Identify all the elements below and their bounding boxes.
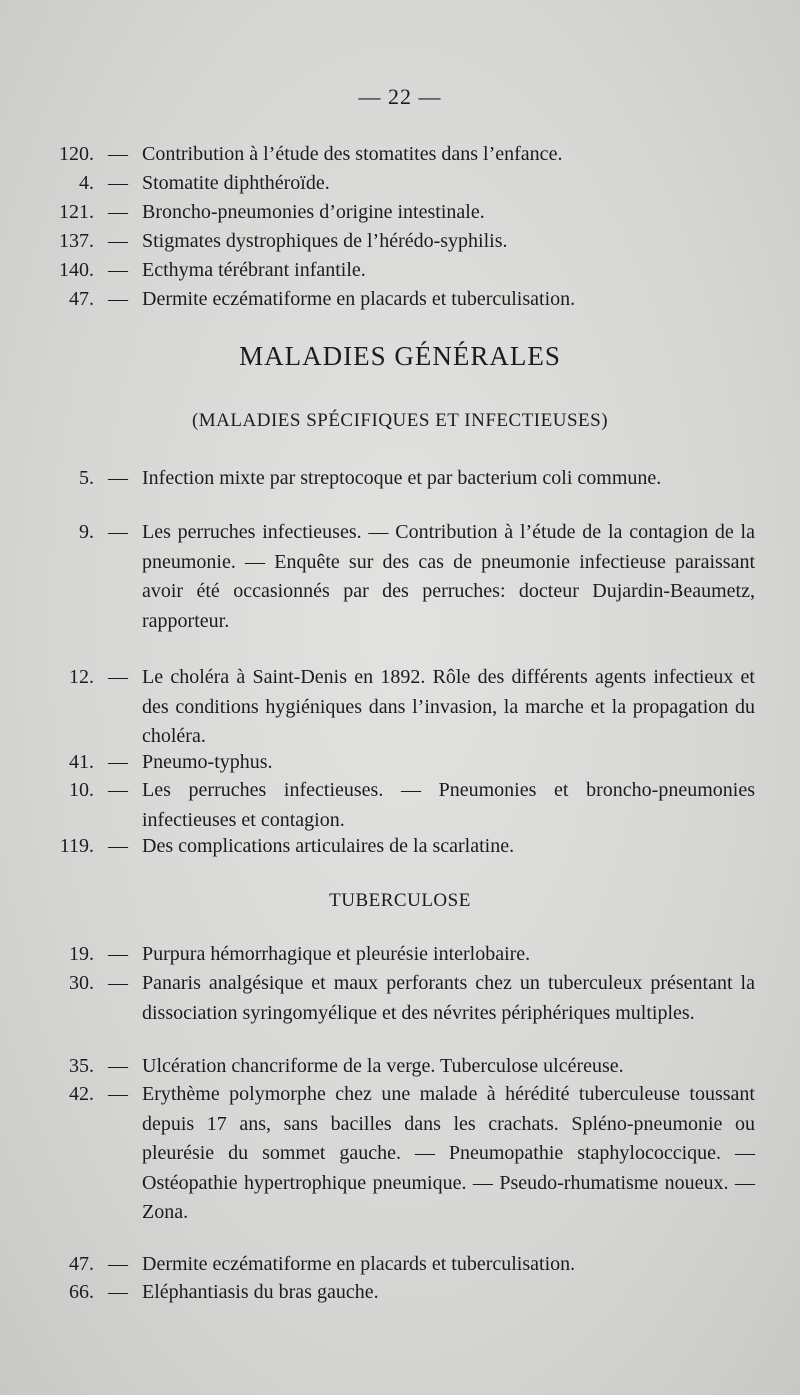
- entry-dash: —: [108, 1281, 128, 1303]
- list-item: [30, 940, 755, 970]
- entry-text: Contribution à l’étude des stomatites dans l’enfance.: [142, 143, 563, 165]
- entry-text: Stomatite diphthéroïde.: [142, 172, 330, 194]
- entry-text: Panaris analgésique et maux perforants chez un tuberculeux présentant la dissociation syringomyélique et des névrites périphériques multiples.: [142, 972, 755, 1024]
- section-subtitle: (MALADIES SPÉCIFIQUES ET INFECTIEUSES): [191, 410, 609, 431]
- entry-number: 66.: [69, 1281, 94, 1303]
- list-item: [30, 1250, 755, 1280]
- entry-dash: —: [108, 230, 128, 252]
- entry-number: 140.: [59, 259, 94, 281]
- entry-dash: —: [108, 172, 128, 194]
- entry-text: Dermite eczématiforme en placards et tuberculisation.: [142, 1253, 576, 1275]
- entry-dash: —: [108, 1253, 128, 1275]
- subsection-title: TUBERCULOSE: [329, 890, 471, 911]
- entry-text: Infection mixte par streptocoque et par bacterium coli commune.: [142, 467, 662, 489]
- entry-number: 41.: [69, 751, 94, 773]
- list-item: [30, 1278, 755, 1308]
- entry-dash: —: [108, 521, 128, 543]
- entry-text: Les perruches infectieuses. — Pneumonies et broncho-pneumonies infectieuses et contagion.: [142, 779, 755, 831]
- entry-number: 119.: [59, 835, 94, 857]
- entry-text: Des complications articulaires de la scarlatine.: [142, 835, 515, 857]
- page-number: — 22 —: [358, 84, 442, 109]
- entry-number: 4.: [79, 172, 94, 194]
- entry-number: 47.: [69, 1253, 94, 1275]
- list-item: [30, 464, 755, 494]
- entry-number: 137.: [59, 230, 94, 252]
- entry-text: Erythème polymorphe chez une malade à hérédité tuberculeuse toussant depuis 17 ans, sans bacilles dans les crachats. Spléno-pneumonie ou pleurésie du sommet gauche. — Pneumopathie staphylococcique. — Ostéopathie hypertrophique pneumique. — Pseudo-rhumatisme noueux. — Zona.: [142, 1083, 755, 1224]
- list-item: [30, 169, 755, 199]
- list-item: [30, 663, 755, 752]
- entry-text: Dermite eczématiforme en placards et tuberculisation.: [142, 288, 576, 310]
- entry-number: 12.: [69, 666, 94, 688]
- entry-dash: —: [108, 972, 128, 994]
- entry-number: 42.: [69, 1083, 94, 1105]
- entry-text: Les perruches infectieuses. — Contribution à l’étude de la contagion de la pneumonie. — Enquête sur des cas de pneumonie infectieuse paraissant avoir été occasionnés par des perruches: docteur Dujardin-Beaumetz, rapporteur.: [142, 521, 755, 632]
- entry-number: 47.: [69, 288, 94, 310]
- entry-dash: —: [108, 259, 128, 281]
- list-item: [30, 140, 755, 170]
- entry-text: Stigmates dystrophiques de l’hérédo-syphilis.: [142, 230, 508, 252]
- entry-text: Pneumo-typhus.: [142, 751, 273, 773]
- list-item: [30, 776, 755, 835]
- entry-dash: —: [108, 835, 128, 857]
- list-item: [30, 832, 755, 862]
- entry-text: Ulcération chancriforme de la verge. Tuberculose ulcéreuse.: [142, 1055, 624, 1077]
- list-item: [30, 1052, 755, 1082]
- entry-number: 121.: [59, 201, 94, 223]
- entry-dash: —: [108, 1055, 128, 1077]
- list-item: [30, 748, 755, 778]
- entry-text: Ecthyma térébrant infantile.: [142, 259, 366, 281]
- entry-number: 10.: [69, 779, 94, 801]
- list-item: [30, 518, 755, 636]
- list-item: [30, 256, 755, 286]
- list-item: [30, 285, 755, 315]
- entry-text: Eléphantiasis du bras gauche.: [142, 1281, 379, 1303]
- entry-dash: —: [108, 779, 128, 801]
- entry-dash: —: [108, 288, 128, 310]
- section-title: MALADIES GÉNÉRALES: [239, 341, 561, 371]
- entry-number: 35.: [69, 1055, 94, 1077]
- entry-dash: —: [108, 666, 128, 688]
- entry-dash: —: [108, 467, 128, 489]
- entry-text: Broncho-pneumonies d’origine intestinale.: [142, 201, 485, 223]
- list-item: [30, 198, 755, 228]
- entry-number: 5.: [79, 467, 94, 489]
- entry-dash: —: [108, 1083, 128, 1105]
- entry-dash: —: [108, 943, 128, 965]
- entry-number: 30.: [69, 972, 94, 994]
- entry-dash: —: [108, 201, 128, 223]
- entry-text: Purpura hémorrhagique et pleurésie interlobaire.: [142, 943, 531, 965]
- list-item: [30, 969, 755, 1028]
- list-item: [30, 1080, 755, 1228]
- entry-number: 9.: [79, 521, 94, 543]
- entry-text: Le choléra à Saint-Denis en 1892. Rôle des différents agents infectieux et des conditions hygiéniques dans l’invasion, la marche et la propagation du choléra.: [142, 666, 755, 748]
- entry-dash: —: [108, 751, 128, 773]
- entry-number: 19.: [69, 943, 94, 965]
- entry-number: 120.: [59, 143, 94, 165]
- entry-dash: —: [108, 143, 128, 165]
- list-item: [30, 227, 755, 257]
